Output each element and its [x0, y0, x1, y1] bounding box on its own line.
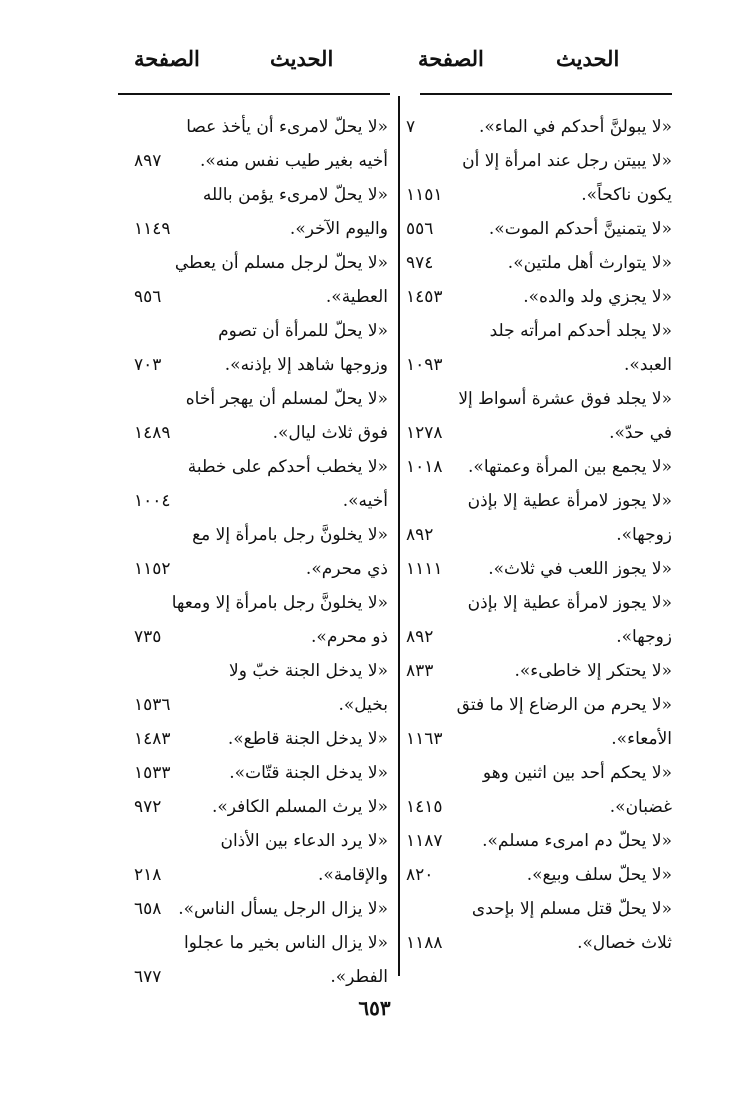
index-entry	[404, 552, 672, 586]
entry-page-number: ٨٩٢	[406, 525, 434, 545]
page-number: ٦٥٣	[358, 996, 391, 1020]
index-entry	[120, 110, 388, 178]
entry-text-continuation: وزوجها شاهد إلا بإذنه».	[224, 355, 388, 375]
entry-page-number: ١٤٨٩	[134, 423, 171, 443]
entry-page-number: ١٠٠٤	[134, 491, 171, 511]
index-entry	[120, 246, 388, 314]
index-entry	[404, 144, 672, 212]
entry-text: «لا يحلّ سلف وبيع».	[526, 865, 672, 885]
entry-text: «لا يدخل الجنة قاطع».	[227, 729, 388, 749]
entry-page-number: ٧٣٥	[134, 627, 162, 647]
entry-page-number: ٨٢٠	[406, 865, 434, 885]
entry-text-continuation: ذو محرم».	[311, 627, 388, 647]
index-entry	[404, 892, 672, 960]
entry-page-number: ١٤٨٣	[134, 729, 171, 749]
header-rule-left	[118, 93, 390, 95]
index-entry	[404, 382, 672, 450]
header-right-page: الصفحة	[418, 46, 484, 71]
header-rule-right	[420, 93, 672, 95]
header-left-hadith: الحديث	[270, 46, 334, 71]
index-entry	[120, 824, 388, 892]
index-entry	[404, 314, 672, 382]
entry-text: «لا يزال الناس بخير ما عجلوا	[183, 933, 388, 953]
header-right-hadith: الحديث	[556, 46, 620, 71]
index-entry	[120, 314, 388, 382]
entry-text: «لا يجوز اللعب في ثلاث».	[488, 559, 672, 579]
entry-text: «لا يحتكر إلا خاطىء».	[514, 661, 672, 681]
entry-page-number: ٧٠٣	[134, 355, 162, 375]
index-entry	[120, 450, 388, 518]
entry-text: «لا يحلّ لامرىء أن يأخذ عصا	[186, 117, 388, 137]
entry-text: «لا يجوز لامرأة عطية إلا بإذن	[467, 491, 672, 511]
entry-text-continuation: الفطر».	[330, 967, 388, 987]
entry-page-number: ٦٧٧	[134, 967, 162, 987]
entry-text-continuation: أخيه بغير طيب نفس منه».	[199, 151, 388, 171]
entry-text: «لا يرث المسلم الكافر».	[211, 797, 388, 817]
index-entry	[404, 858, 672, 892]
entry-text: «لا يحكم أحد بين اثنين وهو	[482, 763, 672, 783]
entry-text-continuation: واليوم الآخر».	[289, 219, 388, 239]
entry-text-continuation: ذي محرم».	[305, 559, 388, 579]
entry-page-number: ١٤٥٣	[406, 287, 443, 307]
entry-text-continuation: زوجها».	[616, 525, 672, 545]
index-entry	[404, 212, 672, 246]
entry-page-number: ١٠٩٣	[406, 355, 443, 375]
entry-page-number: ١٢٧٨	[406, 423, 443, 443]
entry-text: «لا يخلونَّ رجل بامرأة إلا مع	[192, 525, 388, 545]
entry-text: «لا يحلّ لامرىء يؤمن بالله	[202, 185, 388, 205]
entry-text: «لا يرد الدعاء بين الأذان	[220, 831, 388, 851]
entry-text: «لا يحرم من الرضاع إلا ما فتق	[456, 695, 672, 715]
entry-page-number: ٦٥٨	[134, 899, 162, 919]
entry-text: «لا يجزي ولد والده».	[523, 287, 672, 307]
entry-text-continuation: والإقامة».	[318, 865, 388, 885]
entry-page-number: ١١٥١	[406, 185, 443, 205]
entry-text-continuation: أخيه».	[342, 491, 388, 511]
entry-page-number: ٩٧٢	[134, 797, 162, 817]
entry-page-number: ١١١١	[406, 559, 443, 579]
entry-text-continuation: ثلاث خصال».	[577, 933, 672, 953]
entry-text: «لا يحلّ للمرأة أن تصوم	[218, 321, 388, 341]
entry-text: «لا يبولنَّ أحدكم في الماء».	[478, 117, 672, 137]
index-entry	[404, 586, 672, 654]
index-entry	[404, 246, 672, 280]
index-entry	[120, 178, 388, 246]
index-entry	[404, 824, 672, 858]
index-entry	[120, 654, 388, 722]
entry-text: «لا يحلّ لمسلم أن يهجر أخاه	[185, 389, 388, 409]
entry-text: «لا يحلّ دم امرىء مسلم».	[482, 831, 672, 851]
index-entry	[120, 586, 388, 654]
header-left-page: الصفحة	[134, 46, 200, 71]
entry-text-continuation: العطية».	[325, 287, 388, 307]
entry-page-number: ١١٨٧	[406, 831, 443, 851]
right-column	[404, 110, 672, 960]
entry-text-continuation: فوق ثلاث ليال».	[272, 423, 388, 443]
index-entry	[404, 688, 672, 756]
entry-page-number: ٩٧٤	[406, 253, 434, 273]
index-entry	[120, 926, 388, 994]
entry-page-number: ١١٤٩	[134, 219, 171, 239]
index-entry	[120, 382, 388, 450]
entry-text: «لا يبيتن رجل عند امرأة إلا أن	[462, 151, 672, 171]
entry-page-number: ٨٩٧	[134, 151, 162, 171]
entry-page-number: ١١٦٣	[406, 729, 443, 749]
entry-text-continuation: العبد».	[624, 355, 672, 375]
entry-page-number: ٩٥٦	[134, 287, 162, 307]
entry-text: «لا يزال الرجل يسأل الناس».	[178, 899, 388, 919]
entry-text: «لا يدخل الجنة خبّ ولا	[229, 661, 388, 681]
entry-text: «لا يدخل الجنة قتّات».	[229, 763, 388, 783]
index-entry	[120, 756, 388, 790]
column-divider	[398, 96, 400, 976]
entry-page-number: ٢١٨	[134, 865, 162, 885]
entry-page-number: ٨٩٢	[406, 627, 434, 647]
entry-text: «لا يجوز لامرأة عطية إلا بإذن	[467, 593, 672, 613]
entry-text-continuation: يكون ناكحاً».	[581, 185, 672, 205]
entry-text-continuation: في حدّ».	[609, 423, 672, 443]
index-entry	[404, 484, 672, 552]
entry-page-number: ٨٣٣	[406, 661, 434, 681]
entry-page-number: ٥٥٦	[406, 219, 434, 239]
entry-text: «لا يتمنينَّ أحدكم الموت».	[488, 219, 672, 239]
entry-page-number: ١٥٣٣	[134, 763, 171, 783]
entry-text-continuation: زوجها».	[616, 627, 672, 647]
entry-text: «لا يجلد فوق عشرة أسواط إلا	[458, 389, 672, 409]
index-entry	[404, 756, 672, 824]
entry-page-number: ١٥٣٦	[134, 695, 171, 715]
index-entry	[404, 280, 672, 314]
index-entry	[120, 892, 388, 926]
entry-text-continuation: الأمعاء».	[611, 729, 672, 749]
index-entry	[404, 450, 672, 484]
entry-text: «لا يحلّ لرجل مسلم أن يعطي	[174, 253, 388, 273]
entry-text: «لا يخلونَّ رجل بامرأة إلا ومعها	[171, 593, 388, 613]
index-entry	[120, 518, 388, 586]
left-column	[120, 110, 388, 994]
entry-page-number: ١١٥٢	[134, 559, 171, 579]
entry-text-continuation: غضبان».	[609, 797, 672, 817]
index-entry	[120, 722, 388, 756]
entry-text: «لا يتوارث أهل ملتين».	[507, 253, 672, 273]
entry-text: «لا يجلد أحدكم امرأته جلد	[489, 321, 672, 341]
entry-text: «لا يجمع بين المرأة وعمتها».	[468, 457, 672, 477]
entry-text-continuation: بخيل».	[338, 695, 388, 715]
entry-page-number: ١٠١٨	[406, 457, 443, 477]
index-entry	[404, 654, 672, 688]
index-entry	[120, 790, 388, 824]
entry-text: «لا يحلّ قتل مسلم إلا بإحدى	[471, 899, 672, 919]
entry-text: «لا يخطب أحدكم على خطبة	[187, 457, 388, 477]
entry-page-number: ٧	[406, 117, 416, 137]
index-entry	[404, 110, 672, 144]
entry-page-number: ١١٨٨	[406, 933, 443, 953]
entry-page-number: ١٤١٥	[406, 797, 443, 817]
